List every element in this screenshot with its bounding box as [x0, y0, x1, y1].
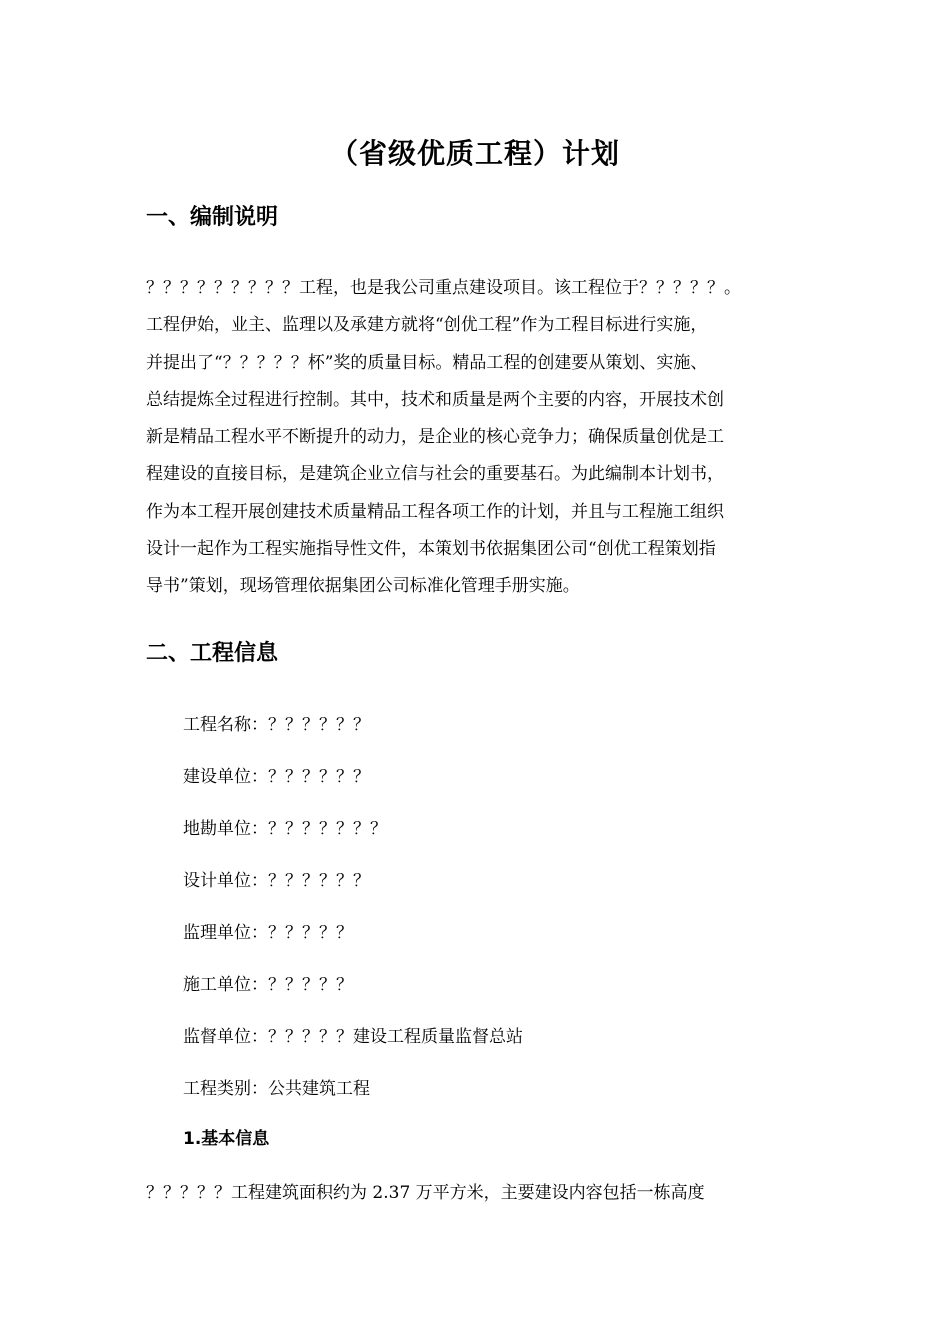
section-heading-project-info: 二、工程信息	[146, 641, 279, 666]
project-category-item: 工程类别：公共建筑工程	[183, 1079, 370, 1099]
project-info-list	[183, 706, 523, 1122]
paragraph-line: 作为本工程开展创建技术质量精品工程各项工作的计划，并且与工程施工组织	[146, 501, 724, 522]
design-unit-item: 设计单位：？？？？？？	[183, 871, 370, 891]
survey-unit-item: 地勘单位：？？？？？？？	[183, 819, 387, 839]
compilation-notes-paragraph	[146, 270, 810, 606]
paragraph-line: 程建设的直接目标，是建筑企业立信与社会的重要基石。为此编制本计划书，	[146, 464, 724, 485]
supervision-unit-item: 监理单位：？？？？？	[183, 923, 353, 943]
document-title: （省级优质工程）计划	[329, 137, 620, 170]
paragraph-line: 并提出了“？？？？？杯”奖的质量目标。精品工程的创建要从策划、实施、	[146, 352, 708, 373]
project-name-item: 工程名称：？？？？？？	[183, 715, 370, 735]
subheading-basic-info: 1.基本信息	[183, 1129, 270, 1149]
inspection-unit-item: 监督单位：？？？？？建设工程质量监督总站	[183, 1027, 523, 1047]
paragraph-line: 新是精品工程水平不断提升的动力，是企业的核心竞争力；确保质量创优是工	[146, 427, 724, 448]
paragraph-line: 设计一起作为工程实施指导性文件，本策划书依据集团公司“创优工程策划指	[146, 539, 716, 560]
basic-info-paragraph: ？？？？？工程建筑面积约为 2.37 万平方米，主要建设内容包括一栋高度	[146, 1183, 705, 1203]
owner-unit-item: 建设单位：？？？？？？	[183, 767, 370, 787]
paragraph-line: 工程伊始，业主、监理以及承建方就将“创优工程”作为工程目标进行实施，	[146, 315, 708, 336]
paragraph-line: ？？？？？？？？？工程，也是我公司重点建设项目。该工程位于？？？？？。	[146, 278, 741, 298]
section-heading-compilation-notes: 一、编制说明	[146, 205, 279, 230]
paragraph-line: 总结提炼全过程进行控制。其中，技术和质量是两个主要的内容，开展技术创	[146, 389, 724, 410]
paragraph-line: 导书”策划，现场管理依据集团公司标准化管理手册实施。	[146, 576, 580, 597]
construction-unit-item: 施工单位：？？？？？	[183, 975, 353, 995]
